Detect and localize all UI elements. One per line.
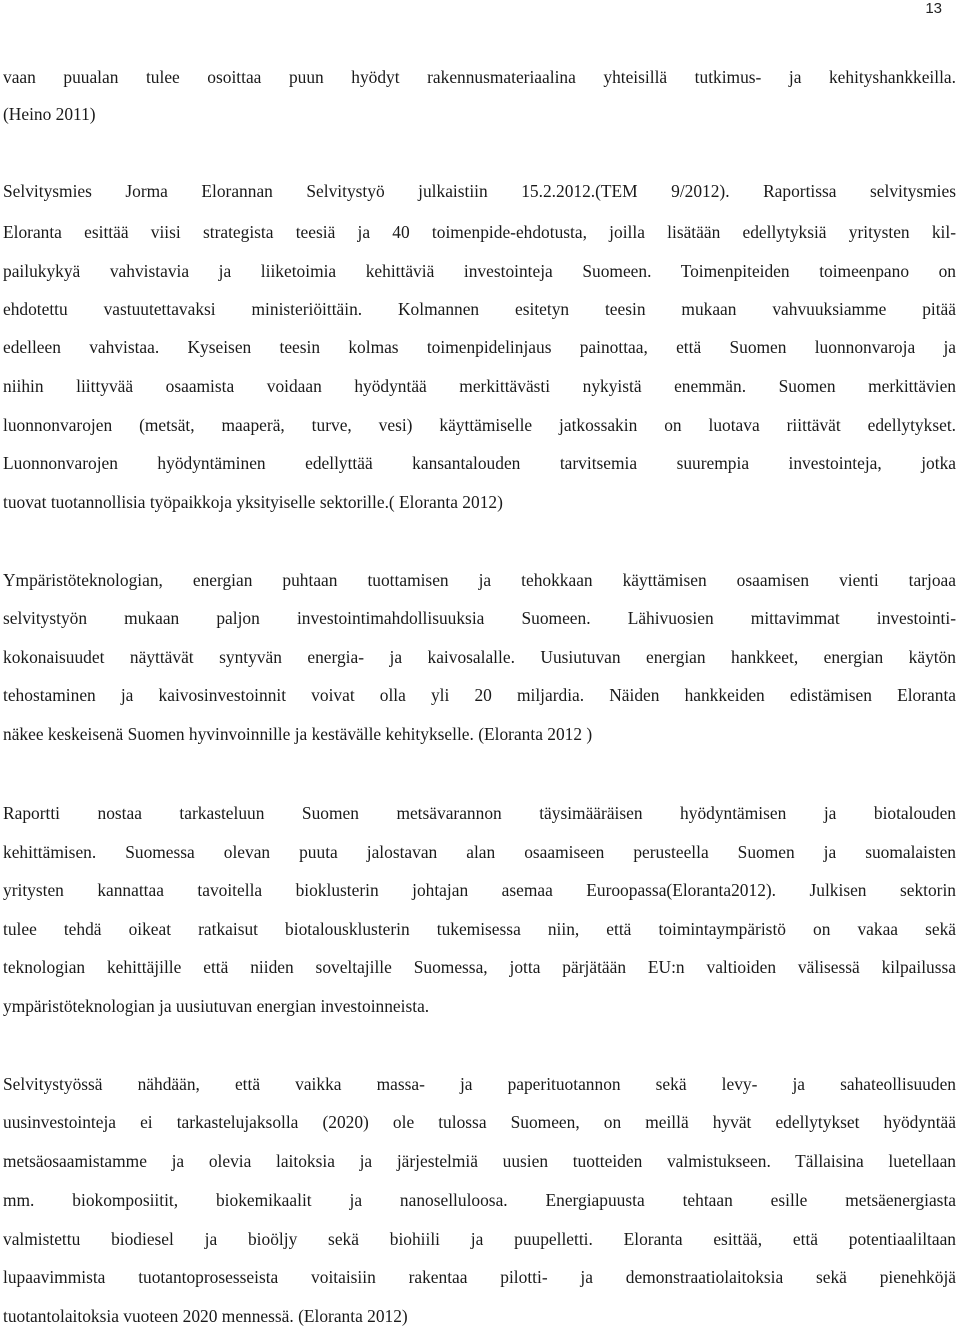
page-number: 13 — [925, 0, 942, 17]
text-line: uusinvestointeja ei tarkastelujaksolla (2020) ole tulossa Suomeen, on meillä hyvät edellytykset hyödyntää — [3, 1112, 956, 1132]
text-line: metsäosaamistamme ja olevia laitoksia ja järjestelmiä uusien tuotteiden valmistukseen. Tällaisina luetellaan — [3, 1151, 956, 1171]
text-line: lupaavimmista tuotantoprosesseista voitaisiin rakentaa pilotti- ja demonstraatiolaitoksia sekä pienehköjä — [3, 1267, 956, 1287]
text-line: ehdotettu vastuutettavaksi ministeriöittäin. Kolmannen esitetyn teesin mukaan vahvuuksiamme pitää — [3, 299, 956, 319]
text-line: Luonnonvarojen hyödyntäminen edellyttää kansantalouden tarvitsemia suurempia investointeja, jotka — [3, 453, 956, 473]
text-line: kehittämisen. Suomessa olevan puuta jalostavan alan osaamiseen perusteella Suomen ja suomalaisten — [3, 842, 956, 862]
text-line: tuotantolaitoksia vuoteen 2020 mennessä. (Eloranta 2012) — [3, 1306, 408, 1326]
text-line: vaan puualan tulee osoittaa puun hyödyt rakennusmateriaalina yhteisillä tutkimus- ja kehityshankkeilla. — [3, 67, 956, 87]
text-line: Ympäristöteknologian, energian puhtaan tuottamisen ja tehokkaan käyttämisen osaamisen vienti tarjoaa — [3, 570, 956, 590]
text-line: Selvitystyössä nähdään, että vaikka massa- ja paperituotannon sekä levy- ja sahateollisuuden — [3, 1074, 956, 1094]
text-line: selvitystyön mukaan paljon investointimahdollisuuksia Suomeen. Lähivuosien mittavimmat investointi- — [3, 608, 956, 628]
text-line: tehostaminen ja kaivosinvestoinnit voivat olla yli 20 miljardia. Näiden hankkeiden edistämisen Eloranta — [3, 685, 956, 705]
text-line: valmistettu biodiesel ja bioöljy sekä biohiili ja puupelletti. Eloranta esittää, että potentiaaliltaan — [3, 1229, 956, 1249]
text-line: mm. biokomposiitit, biokemikaalit ja nanoselluloosa. Energiapuusta tehtaan esille metsäenergiasta — [3, 1190, 956, 1210]
text-line: (Heino 2011) — [3, 104, 96, 124]
text-line: Raportti nostaa tarkasteluun Suomen metsävarannon täysimääräisen hyödyntämisen ja biotalouden — [3, 803, 956, 823]
text-line: luonnonvarojen (metsät, maaperä, turve, vesi) käyttämiselle jatkossakin on luotava riittävät edellytykset. — [3, 415, 956, 435]
text-line: Selvitysmies Jorma Elorannan Selvitystyö julkaistiin 15.2.2012.(TEM 9/2012). Raportissa selvitysmies — [3, 181, 956, 201]
text-line: teknologian kehittäjille että niiden soveltajille Suomessa, jotta pärjätään EU:n valtioiden välisessä kilpailussa — [3, 957, 956, 977]
text-line: näkee keskeisenä Suomen hyvinvoinnille ja kestävälle kehitykselle. (Eloranta 2012 ) — [3, 724, 593, 744]
text-line: kokonaisuudet näyttävät syntyvän energia- ja kaivosalalle. Uusiutuvan energian hankkeet, energian käytön — [3, 647, 956, 667]
text-line: niihin liittyvää osaamista voidaan hyödyntää merkittävästi nykyistä enemmän. Suomen merkittävien — [3, 376, 956, 396]
text-line: pailukykyä vahvistavia ja liiketoimia kehittäviä investointeja Suomeen. Toimenpiteiden toimeenpano on — [3, 261, 956, 281]
text-line: Eloranta esittää viisi strategista teesiä ja 40 toimenpide-ehdotusta, joilla lisätään edellytyksiä yritysten kil- — [3, 222, 956, 242]
text-line: tuovat tuotannollisia työpaikkoja yksityiselle sektorille.( Eloranta 2012) — [3, 492, 503, 512]
text-line: yritysten kannattaa tavoitella bioklusterin johtajan asemaa Euroopassa(Eloranta2012). Julkisen sektorin — [3, 880, 956, 900]
text-line: edelleen vahvistaa. Kyseisen teesin kolmas toimenpidelinjaus painottaa, että Suomen luonnonvaroja ja — [3, 337, 956, 357]
text-line: tulee tehdä oikeat ratkaisut biotalousklusterin tukemisessa niin, että toimintaympäristö on vakaa sekä — [3, 919, 956, 939]
text-line: ympäristöteknologian ja uusiutuvan energian investoinneista. — [3, 996, 430, 1016]
